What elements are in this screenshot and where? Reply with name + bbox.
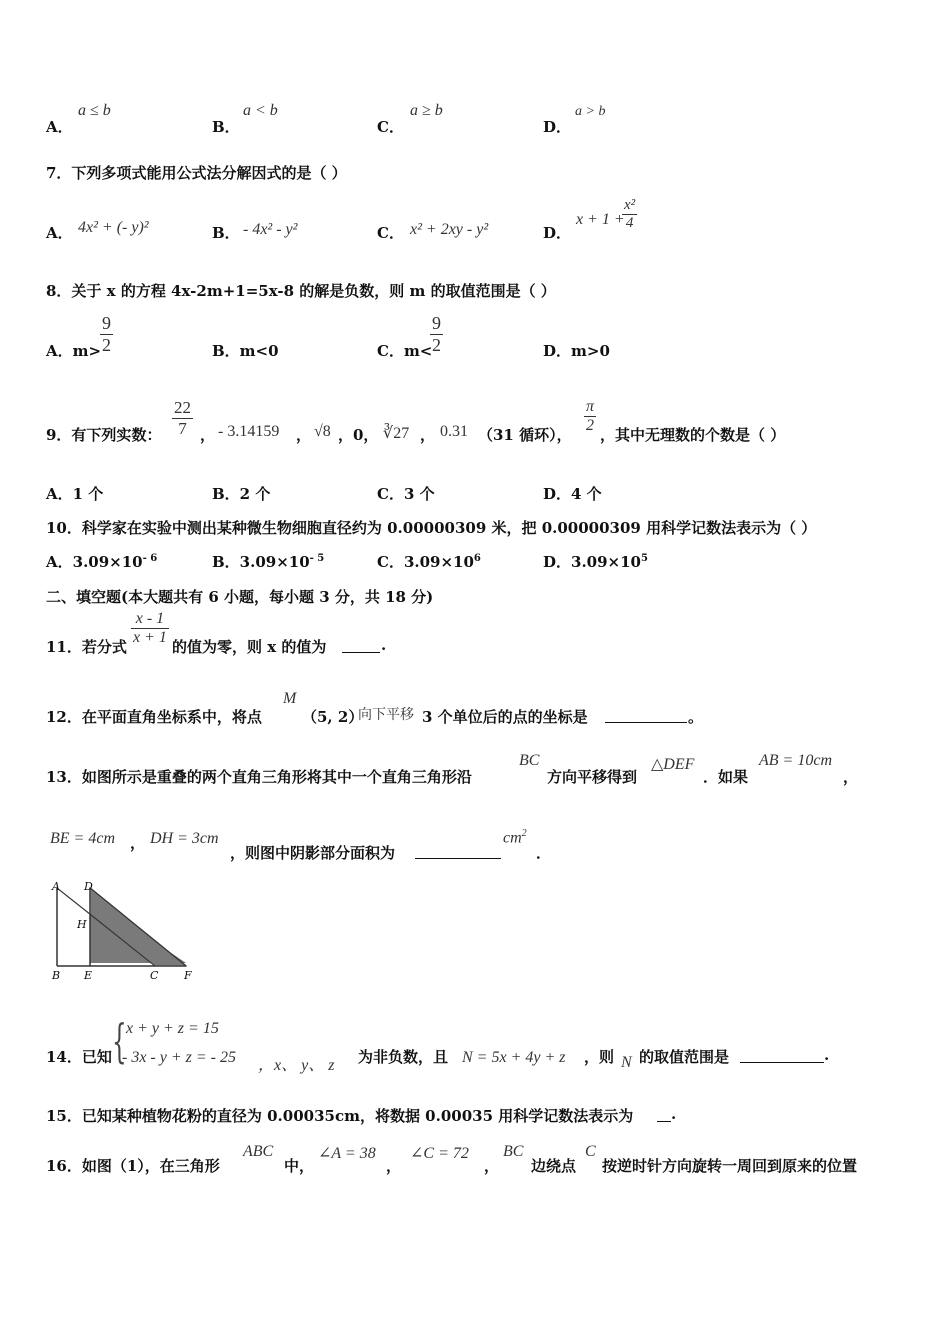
q13-comma-2: ， [130, 834, 146, 852]
q9-loop-note: （31 循环）， [478, 426, 572, 444]
q11-post: 的值为零，则 x 的值为 [172, 638, 327, 656]
q14-post: ，则 [584, 1048, 615, 1066]
q8-stem: 8．关于 x 的方程 4x-2m+1=5x-8 的解是负数，则 m 的取值范围是（ ） [46, 282, 556, 300]
q7-option-c-math: x² + 2xy - y² [410, 221, 489, 238]
q14-expr: N = 5x + 4y + z [462, 1049, 566, 1066]
label-e: E [84, 969, 93, 982]
q9-option-c: C．3 个 [377, 485, 435, 503]
q12-move: 向下平移 [358, 707, 414, 723]
q8-a-denominator: 2 [102, 335, 111, 355]
q13-figure [44, 880, 200, 986]
q9-option-a: A．1 个 [46, 485, 104, 503]
q13-end: ． [536, 844, 552, 862]
q7-d-denominator: 4 [625, 215, 634, 231]
q10-stem: 10．科学家在实验中测出某种微生物细胞直径约为 0.00000309 米，把 0.00000309 用科学记数法表示为（ ） [46, 519, 817, 537]
q9-sep-4: ， [420, 426, 436, 444]
q10-c-exponent: 6 [473, 553, 481, 564]
label-c: C [150, 969, 159, 982]
q13-def: △DEF [651, 756, 695, 773]
q7-option-b-label: B． [212, 224, 240, 242]
q6-option-d-math: a > b [575, 104, 606, 119]
q8-option-a-label: A．m> [46, 342, 102, 360]
q8-option-b-label: B．m<0 [212, 342, 279, 360]
q7-option-a-label: A． [46, 224, 73, 242]
q13-if: ．如果 [703, 768, 749, 786]
q13-unit-exponent: 2 [521, 828, 527, 839]
q9-f2-numerator: π [586, 398, 595, 415]
q6-option-b-math: a < b [243, 102, 278, 119]
q7-d-numerator: x² [624, 197, 636, 213]
q13-bc: BC [519, 752, 540, 769]
q14-eq-2: - 3x - y + z = - 25 [122, 1049, 237, 1066]
q13-unit-base: cm [503, 829, 522, 847]
q7-stem: 7．下列多项式能用公式法分解因式的是（ ） [46, 164, 347, 182]
q11-fraction [131, 610, 169, 647]
q7-d-fraction [622, 197, 637, 232]
q14-eq-1: x + y + z = 15 [126, 1020, 219, 1037]
q6-option-c-label: C． [377, 118, 404, 136]
q16-post: 边绕点 [531, 1157, 577, 1175]
q14-brace: { [112, 1014, 127, 1068]
q16-angle-c: ∠C = 72 [410, 1145, 469, 1162]
q9-option-b: B．2 个 [212, 485, 271, 503]
q13-dh: DH = 3cm [150, 830, 219, 847]
q6-option-a-math: a ≤ b [78, 102, 111, 119]
q9-intro: 9．有下列实数： [46, 426, 162, 444]
q8-c-fraction [430, 313, 443, 356]
q9-f1-numerator: 22 [174, 398, 191, 417]
q11-end: . [381, 636, 387, 654]
q13-pre: 13．如图所示是重叠的两个直角三角形将其中一个直角三角形沿 [46, 768, 472, 786]
q10-option-c [377, 551, 481, 572]
q12-post: 3 个单位后的点的坐标是 [422, 708, 588, 726]
q9-sep-3: ，0， [338, 426, 379, 444]
q14-tail: 的取值范围是 [639, 1048, 730, 1066]
q8-c-denominator: 2 [432, 335, 441, 355]
q15-answer-blank[interactable] [657, 1107, 671, 1126]
q9-fraction-22-7 [172, 398, 193, 439]
q16-pre: 16．如图（1），在三角形 [46, 1157, 220, 1175]
q14-vars: ，x、 y、 z [258, 1057, 335, 1074]
q14-end: . [824, 1046, 830, 1064]
q9-repeating-decimal: 0.31 [440, 423, 468, 440]
q16-comma: ， [386, 1157, 402, 1175]
q12-coords: （5, 2） [302, 708, 364, 726]
q14-n: N [621, 1054, 632, 1071]
q10-a-exponent: - 6 [142, 553, 158, 564]
q16-mid: 中， [284, 1157, 315, 1175]
q10-d-base: D．3.09×10 [543, 553, 641, 571]
q10-b-base: B．3.09×10 [212, 553, 310, 571]
q6-option-c-math: a ≥ b [410, 102, 443, 119]
q12-answer-blank[interactable] [605, 708, 687, 727]
q8-c-numerator: 9 [432, 313, 441, 333]
q12-pre: 12．在平面直角坐标系中，将点 [46, 708, 262, 726]
q6-option-b-label: B． [212, 118, 240, 136]
q7-option-d-math: x + 1 + [576, 211, 625, 228]
q15-text: 15．已知某种植物花粉的直径为 0.00035cm，将数据 0.00035 用科学记数法表示为 [46, 1107, 634, 1125]
q7-option-b-math: - 4x² - y² [243, 221, 298, 238]
q6-option-d-label: D． [543, 118, 572, 136]
q7-option-d-label: D． [543, 224, 572, 242]
q13-comma: ， [843, 768, 859, 786]
q16-c: C [585, 1143, 596, 1160]
section-2-title: 二、填空题(本大题共有 6 小题，每小题 3 分，共 18 分) [46, 588, 434, 606]
q8-option-d-label: D．m>0 [543, 342, 610, 360]
q8-a-fraction [100, 313, 113, 356]
q7-option-c-label: C． [377, 224, 404, 242]
q9-f1-denominator: 7 [178, 419, 187, 438]
q14-answer-blank[interactable] [740, 1048, 824, 1067]
q11-numerator: x - 1 [131, 610, 169, 629]
q8-option-c-label: C．m< [377, 342, 433, 360]
q16-angle-a: ∠A = 38 [318, 1145, 376, 1162]
q9-sep-1: ， [200, 426, 216, 444]
q13-be: BE = 4cm [50, 830, 115, 847]
q16-tail: 按逆时针方向旋转一周回到原来的位置 [602, 1157, 858, 1175]
q16-abc: ABC [243, 1143, 274, 1160]
q14-mid: 为非负数，且 [358, 1048, 449, 1066]
label-f: F [184, 969, 192, 982]
q13-unit [503, 828, 527, 847]
q9-sep-2: ， [296, 426, 312, 444]
label-b: B [52, 969, 61, 982]
q11-denominator: x + 1 [133, 629, 167, 646]
q9-tail: ，其中无理数的个数是（ ） [600, 426, 786, 444]
label-a: A [52, 880, 60, 893]
q13-triangle-diagram [44, 880, 200, 986]
q10-c-base: C．3.09×10 [377, 553, 474, 571]
q13-ab: AB = 10cm [759, 752, 832, 769]
q10-d-exponent: 5 [640, 553, 648, 564]
q9-option-d: D．4 个 [543, 485, 602, 503]
q6-option-a-label: A． [46, 118, 73, 136]
label-h: H [77, 918, 87, 931]
q8-a-numerator: 9 [102, 313, 111, 333]
q10-b-exponent: - 5 [309, 553, 325, 564]
q13-post: ，则图中阴影部分面积为 [230, 844, 396, 862]
q12-point-m: M [283, 690, 297, 707]
q10-option-a [46, 551, 157, 572]
q9-fraction-pi-2 [584, 398, 596, 435]
q11-pre: 11．若分式 [46, 638, 127, 656]
q13-answer-blank[interactable] [415, 844, 501, 863]
q14-pre: 14．已知 [46, 1048, 112, 1066]
q11-answer-blank[interactable] [342, 638, 380, 657]
q10-option-d [543, 551, 648, 572]
q12-end: 。 [688, 708, 704, 726]
q9-f2-denominator: 2 [586, 417, 594, 434]
q9-cbrt-27: ∛27 [383, 425, 410, 442]
label-d: D [84, 880, 93, 893]
q13-mid: 方向平移得到 [547, 768, 638, 786]
q9-number-pi-approx: - 3.14159 [218, 423, 280, 440]
q7-option-a-math: 4x² + (- y)² [78, 219, 149, 236]
q15-end: . [671, 1105, 677, 1123]
q9-sqrt-8: √8 [314, 423, 331, 440]
q16-comma-2: ， [484, 1157, 500, 1175]
q10-a-base: A．3.09×10 [46, 553, 143, 571]
q10-option-b [212, 551, 324, 572]
q16-bc: BC [503, 1143, 524, 1160]
